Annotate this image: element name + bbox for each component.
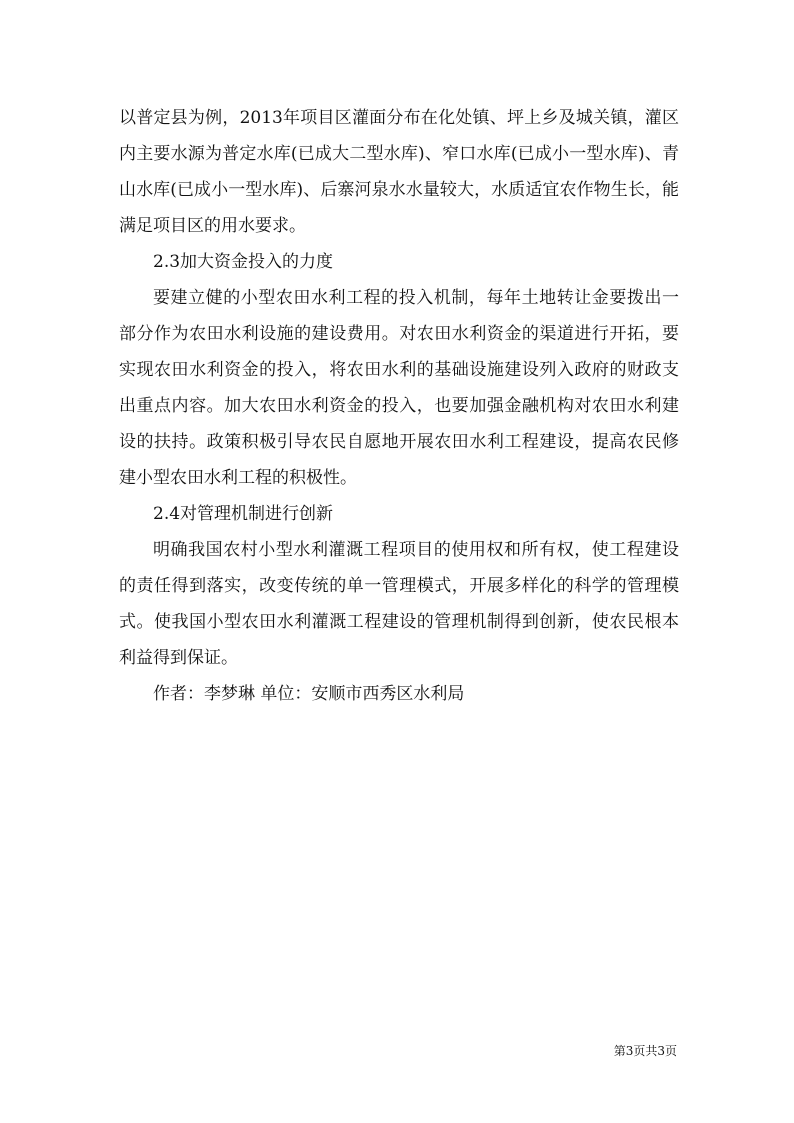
section-heading-2-3: 2.3加大资金投入的力度 bbox=[153, 252, 334, 272]
document-body bbox=[119, 100, 679, 712]
page-number-footer: 第3页共3页 bbox=[613, 1044, 677, 1058]
paragraph-funding: 要建立健的小型农田水利工程的投入机制，每年土地转让金要拨出一部分作为农田水利设施的建设费用。对农田水利资金的渠道进行开拓，要实现农田水利资金的投入，将农田水利的基础设施建设列入政府的财政支出重点内容。加大农田水利资金的投入，也要加强金融机构对农田水利建设的扶持。政策积极引导农民自愿地开展农田水利工程建设，提高农民修建小型农田水利工程的积极性。 bbox=[119, 288, 679, 488]
paragraph-management: 明确我国农村小型水利灌溉工程项目的使用权和所有权，使工程建设的责任得到落实，改变传统的单一管理模式，开展多样化的科学的管理模式。使我国小型农田水利灌溉工程建设的管理机制得到创新，使农民根本利益得到保证。 bbox=[119, 540, 679, 668]
paragraph-water-sources: 以普定县为例，2013年项目区灌面分布在化处镇、坪上乡及城关镇，灌区内主要水源为普定水库(已成大二型水库)、窄口水库(已成小一型水库)、青山水库(已成小一型水库)、后寨河泉水水量较大，水质适宜农作物生长，能满足项目区的用水要求。 bbox=[119, 108, 679, 236]
author-line: 作者：李梦琳 单位：安顺市西秀区水利局 bbox=[153, 684, 465, 704]
section-heading-2-4: 2.4对管理机制进行创新 bbox=[153, 504, 334, 524]
